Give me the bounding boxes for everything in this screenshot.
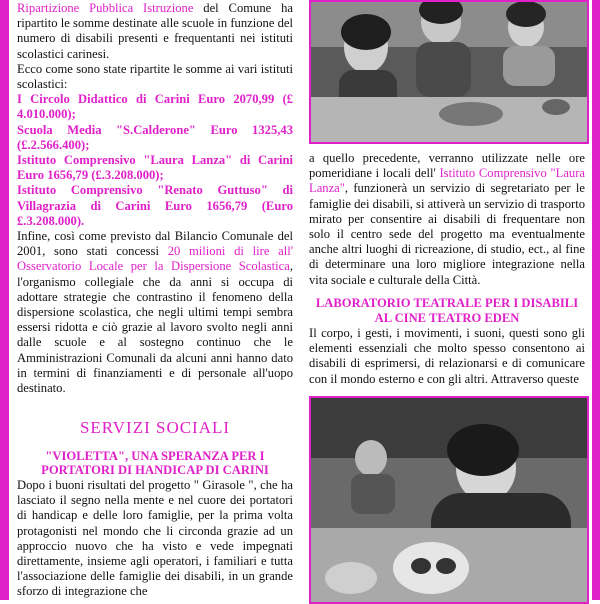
workshop-body: Il corpo, i gesti, i movimenti, i suoni, questi sono gli elementi essenziali che molto spesso consentono ai disabili di esprimersi, di relazionarsi e di comunicare con il mondo esterno e con gli altri. Attraverso queste: [309, 326, 585, 386]
school-allocation-3: Istituto Comprensivo "Laura Lanza" di Carini Euro 1656,79 (£.3.208.000);: [17, 153, 293, 183]
children-photo: [309, 0, 589, 144]
intro-paragraph: Ripartizione Pubblica Istruzione del Comune ha ripartito le somme destinate alle scuole in funzione del numero di disabili presenti e frequentanti nei istituti scolastici carinesi.: [17, 1, 293, 61]
continuation-paragraph: a quello precedente, verranno utilizzate nelle ore pomeridiane i locali dell' Istituto Comprensivo "Laura Lanza", funzionerà un servizio di segretariato per le famiglie dei disabili, si attiverà un servizio di trasporto mirato per consentire ai disabili di frequentare non solo il centro sede del progetto ma eventualmente anche altri luoghi di ricreazione, di studio, ect., al fine di determinare una loro migliore integrazione nella vita sociale e culturale della Città.: [309, 151, 585, 287]
left-border-bar: [0, 0, 9, 600]
children-photo-illustration: [311, 2, 587, 142]
right-column-text: [309, 151, 585, 288]
right-border-bar: [592, 0, 600, 600]
office-link: Ripartizione Pubblica Istruzione: [17, 1, 194, 15]
school-allocation-4: Istituto Comprensivo "Renato Guttuso" di Villagrazia di Carini Euro 1656,79 (Euro £.3.208.000).: [17, 183, 293, 228]
workshop-photo: [309, 396, 589, 604]
article-body: Dopo i buoni risultati del progetto " Girasole ", che ha lasciato il segno nella mente e nel cuore dei portatori di handicap e delle loro famiglie, per la prima volta protagonisti nel mondo che li circonda grazie ad un approccio nuovo che ha visto e vede impegnati direttamente, insieme agli operatori, i familiari e tutta l'associazione delle famiglie dei disabili, in un grande sforzo di integrazione che: [17, 478, 293, 599]
school-allocation-1: I Circolo Didattico di Carini Euro 2070,99 (£ 4.010.000);: [17, 92, 293, 122]
budget-paragraph: Infine, così come previsto dal Bilancio Comunale del 2001, sono stati concessi 20 milioni di lire all' Osservatorio Locale per la Dispersione Scolastica, l'organismo collegiale che da anni si occupa di adottare strategie che contrastino il fenomeno della dispersione scolastica, che negli ultimi tempi sembra essersi ridotta e ciò grazie al lavoro svolto negli anni dalle scuole e al sostegno continuo che le Amministrazioni Comunali da alcuni anni hanno dato in termini di finanziamenti e di personale all'uopo destinato.: [17, 229, 293, 396]
section-title: SERVIZI SOCIALI: [79, 418, 231, 437]
observatory-link: 20 milioni di lire all' Osservatorio Locale per la Dispersione Scolastica: [17, 244, 293, 274]
allocation-intro: Ecco come sono state ripartite le somme ai vari istituti scolastici:: [17, 61, 293, 92]
left-column-text: [17, 1, 293, 396]
article-subtitle: "VIOLETTA", UNA SPERANZA PER I PORTATORI DI HANDICAP DI CARINI: [41, 449, 269, 477]
workshop-title: LABORATORIO TEATRALE PER I DISABILI AL CINE TEATRO EDEN: [315, 296, 579, 325]
workshop-photo-illustration: [311, 398, 587, 602]
school-allocation-2: Scuola Media "S.Calderone" Euro 1325,43 (£.2.566.400);: [17, 122, 293, 152]
school-link: Istituto Comprensivo "Laura Lanza": [309, 166, 585, 196]
